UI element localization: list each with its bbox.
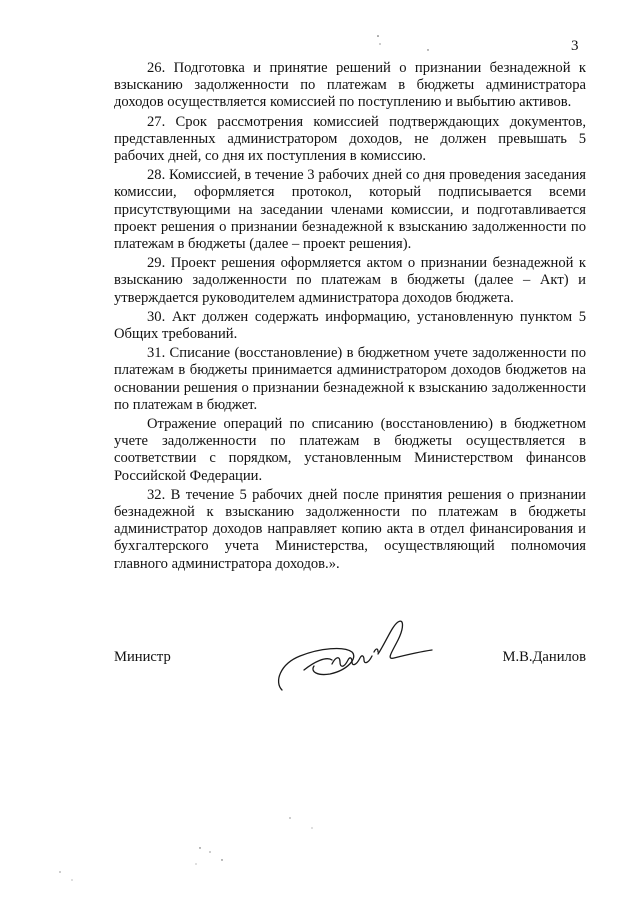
- paragraph-31: 31. Списание (восстановление) в бюджетном учете задолженности по платежам в бюджеты принимается администратором доходов бюджетов на основании решения о признании безнадежной к взысканию задолженности по платежам в бюджет.: [114, 345, 586, 413]
- paragraph-30: 30. Акт должен содержать информацию, установленную пунктом 5 Общих требований.: [114, 308, 586, 343]
- body-text: [114, 60, 586, 573]
- paragraph-26: 26. Подготовка и принятие решений о признании безнадежной к взысканию задолженности по платежам в бюджеты администратора доходов осуществляется комиссией по поступлению и выбытию активов.: [114, 60, 586, 111]
- paragraph-27: 27. Срок рассмотрения комиссией подтверждающих документов, представленных администратором доходов, не должен превышать 5 рабочих дней, со дня их поступления в комиссию.: [114, 113, 586, 165]
- page-number: 3: [571, 38, 579, 54]
- paragraph-29: 29. Проект решения оформляется актом о признании безнадежной к взысканию задолженности по платежам в бюджеты (далее – Акт) и утверждается руководителем администратора доходов бюджета.: [114, 255, 586, 306]
- paragraph-31-reflection: Отражение операций по списанию (восстановлению) в бюджетном учете задолженности по платежам в бюджеты осуществляется в соответствии с порядком, установленным Министерством финансов Российской Федерации.: [114, 416, 586, 484]
- signatory-name: М.В.Данилов: [502, 649, 586, 665]
- paragraph-28: 28. Комиссией, в течение 3 рабочих дней со дня проведения заседания комиссии, оформляется протокол, который подписывается всеми присутствующими на заседании членами комиссии, и подготавливается проект решения о признании безнадежной к взысканию задолженности по платежам в бюджеты (далее – проект решения).: [114, 167, 586, 253]
- signatory-title: Министр: [114, 649, 171, 665]
- paragraph-32: 32. В течение 5 рабочих дней после принятия решения о признании безнадежной к взысканию задолженности по платежам в бюджеты администратор доходов направляет копию акта в отдел финансирования и бухгалтерского учета Министерства, осуществляющий полномочия главного администратора доходов.».: [114, 486, 586, 572]
- handwritten-signature-icon: [270, 612, 440, 702]
